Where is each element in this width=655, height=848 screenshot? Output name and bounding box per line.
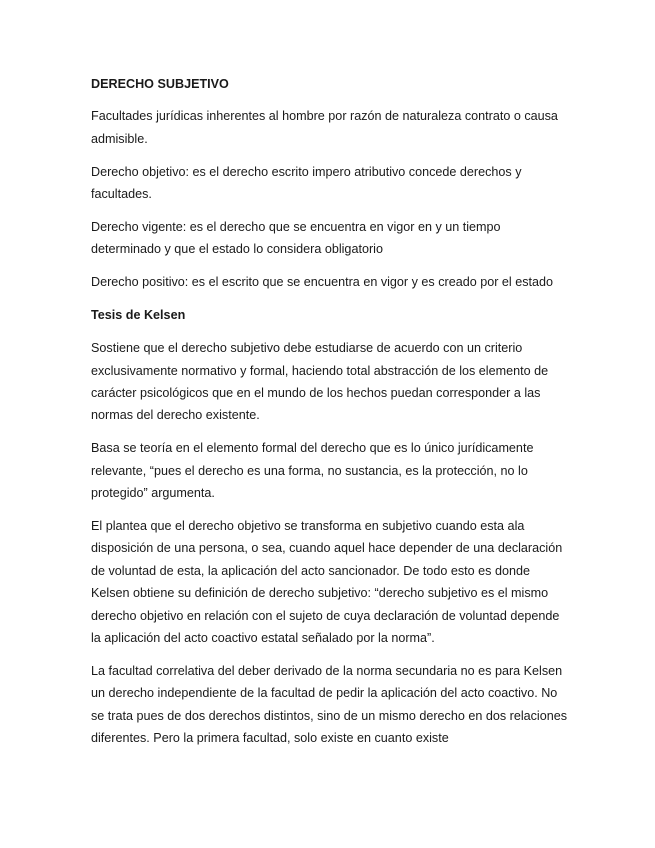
paragraph-facultades: Facultades jurídicas inherentes al hombre por razón de naturaleza contrato o causa admisible. bbox=[91, 109, 558, 146]
section-title-kelsen: Tesis de Kelsen bbox=[91, 308, 186, 323]
paragraph-derecho-vigente: Derecho vigente: es el derecho que se encuentra en vigor en y un tiempo determinado y que el estado lo considera obligatorio bbox=[91, 220, 501, 257]
paragraph-kelsen-3: El plantea que el derecho objetivo se transforma en subjetivo cuando esta ala disposición de una persona, o sea, cuando aquel hace depender de una declaración de voluntad de esta, la aplicación del acto sancionador. De todo esto es donde Kelsen obtiene su definición de derecho subjetivo: “derecho subjetivo es el mismo derecho objetivo en relación con el sujeto de cuya declaración de voluntad depende la aplicación del acto coactivo estatal señalado por la norma”. bbox=[91, 519, 563, 646]
document-body bbox=[91, 73, 569, 760]
paragraph-kelsen-2: Basa se teoría en el elemento formal del derecho que es lo único jurídicamente relevante, “pues el derecho es una forma, no sustancia, es la protección, no lo protegido” argumenta. bbox=[91, 441, 534, 501]
paragraph-derecho-objetivo: Derecho objetivo: es el derecho escrito impero atributivo concede derechos y facultades. bbox=[91, 164, 522, 202]
paragraph-kelsen-4: La facultad correlativa del deber derivado de la norma secundaria no es para Kelsen un derecho independiente de la facultad de pedir la aplicación del acto coactivo. No se trata pues de dos derechos distintos, sino de un mismo derecho en dos relaciones diferentes. Pero la primera facultad, solo existe en cuanto existe bbox=[91, 663, 568, 746]
document-title: DERECHO SUBJETIVO bbox=[91, 77, 229, 91]
paragraph-kelsen-1: Sostiene que el derecho subjetivo debe estudiarse de acuerdo con un criterio exclusivamente normativo y formal, haciendo total abstracción de los elemento de carácter psicológicos que en el mundo de los hechos puedan corresponder a las normas del derecho existente. bbox=[91, 341, 549, 423]
paragraph-derecho-positivo: Derecho positivo: es el escrito que se encuentra en vigor y es creado por el estado bbox=[91, 275, 554, 290]
